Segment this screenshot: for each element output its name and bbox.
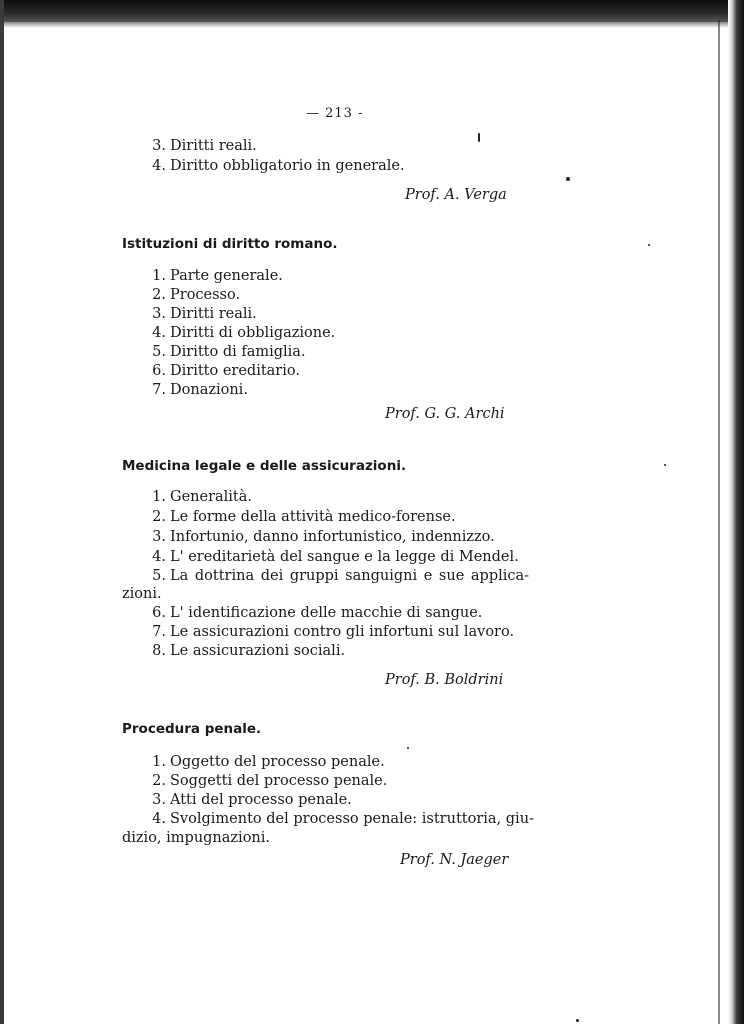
item-text: La dottrina dei gruppi sanguigni e sue applica- bbox=[170, 568, 530, 584]
author-signature: Prof. G. G. Archi bbox=[385, 406, 505, 422]
author-signature: Prof. B. Boldrini bbox=[385, 672, 504, 688]
scan-left-border bbox=[0, 0, 4, 1024]
item-text: Oggetto del processo penale. bbox=[170, 754, 385, 770]
list-item bbox=[148, 324, 335, 343]
item-number: 2. bbox=[152, 509, 166, 525]
item-text: Infortunio, danno infortunistico, indennizzo. bbox=[170, 529, 495, 545]
list-item bbox=[148, 343, 306, 362]
item-number: 1. bbox=[152, 489, 166, 505]
list-item bbox=[148, 286, 240, 305]
list-item bbox=[148, 488, 252, 507]
list-item bbox=[148, 381, 248, 400]
item-text: Diritto obbligatorio in generale. bbox=[170, 158, 405, 174]
item-text: Generalità. bbox=[170, 489, 253, 505]
scan-speck bbox=[478, 133, 480, 142]
item-number: 1. bbox=[152, 268, 166, 284]
item-text: Atti del processo penale. bbox=[170, 792, 352, 808]
item-text: Diritti reali. bbox=[170, 138, 257, 154]
list-item bbox=[148, 772, 387, 791]
list-item bbox=[148, 567, 529, 586]
item-number: 3. bbox=[152, 138, 166, 154]
list-item bbox=[148, 137, 257, 156]
item-text: Le assicurazioni sociali. bbox=[170, 643, 346, 659]
item-text: Diritto di famiglia. bbox=[170, 344, 306, 360]
item-number: 7. bbox=[152, 382, 166, 398]
scan-right-fold-line bbox=[718, 20, 720, 1024]
item-number: 8. bbox=[152, 643, 166, 659]
list-item bbox=[148, 267, 283, 286]
list-item bbox=[148, 157, 405, 176]
item-number: 4. bbox=[152, 549, 166, 565]
list-item bbox=[148, 604, 482, 623]
list-item bbox=[148, 642, 345, 661]
item-number: 5. bbox=[152, 344, 166, 360]
item-text: Processo. bbox=[170, 287, 241, 303]
item-text: Svolgimento del processo penale: istruttoria, giu- bbox=[170, 811, 534, 827]
item-text: Le assicurazioni contro gli infortuni sul lavoro. bbox=[170, 624, 515, 640]
author-signature: Prof. A. Verga bbox=[405, 187, 507, 203]
page-number: — 213 - bbox=[306, 106, 364, 121]
scan-top-border bbox=[0, 0, 744, 22]
list-item bbox=[148, 753, 385, 772]
item-text: Diritti di obbligazione. bbox=[170, 325, 336, 341]
scan-speck bbox=[664, 464, 666, 466]
item-text: Donazioni. bbox=[170, 382, 248, 398]
item-text: L' ereditarietà del sangue e la legge di Mendel. bbox=[170, 549, 519, 565]
list-item bbox=[148, 810, 534, 829]
item-number: 6. bbox=[152, 363, 166, 379]
item-number: 6. bbox=[152, 605, 166, 621]
item-number: 2. bbox=[152, 773, 166, 789]
list-item bbox=[148, 528, 495, 547]
item-number: 1. bbox=[152, 754, 166, 770]
list-item bbox=[148, 791, 352, 810]
author-signature: Prof. N. Jaeger bbox=[400, 852, 509, 868]
item-number: 4. bbox=[152, 811, 166, 827]
list-item bbox=[148, 548, 519, 567]
item-number: 2. bbox=[152, 287, 166, 303]
item-number: 3. bbox=[152, 529, 166, 545]
item-number: 4. bbox=[152, 158, 166, 174]
item-number: 3. bbox=[152, 306, 166, 322]
section-title: Istituzioni di diritto romano. bbox=[122, 236, 338, 252]
item-text: L' identificazione delle macchie di sangue. bbox=[170, 605, 483, 621]
scan-speck bbox=[576, 1019, 579, 1022]
item-text: Parte generale. bbox=[170, 268, 283, 284]
section-title: Medicina legale e delle assicurazioni. bbox=[122, 458, 407, 474]
item-text: Le forme della attività medico-forense. bbox=[170, 509, 456, 525]
scan-speck bbox=[648, 244, 650, 246]
item-number: 4. bbox=[152, 325, 166, 341]
list-item bbox=[148, 305, 257, 324]
section-title: Procedura penale. bbox=[122, 721, 262, 737]
list-item-continuation: zioni. bbox=[122, 586, 162, 602]
item-text: Diritto ereditario. bbox=[170, 363, 300, 379]
item-number: 7. bbox=[152, 624, 166, 640]
item-number: 5. bbox=[152, 568, 166, 584]
item-number: 3. bbox=[152, 792, 166, 808]
list-item bbox=[148, 623, 514, 642]
scan-right-border bbox=[728, 0, 744, 1024]
list-item bbox=[148, 508, 456, 527]
item-text: Diritti reali. bbox=[170, 306, 257, 322]
scan-speck bbox=[407, 747, 409, 749]
item-text: Soggetti del processo penale. bbox=[170, 773, 388, 789]
scan-speck bbox=[566, 177, 570, 181]
list-item bbox=[148, 362, 300, 381]
scan-top-shadow bbox=[0, 22, 744, 28]
list-item-continuation: dizio, impugnazioni. bbox=[122, 830, 271, 846]
